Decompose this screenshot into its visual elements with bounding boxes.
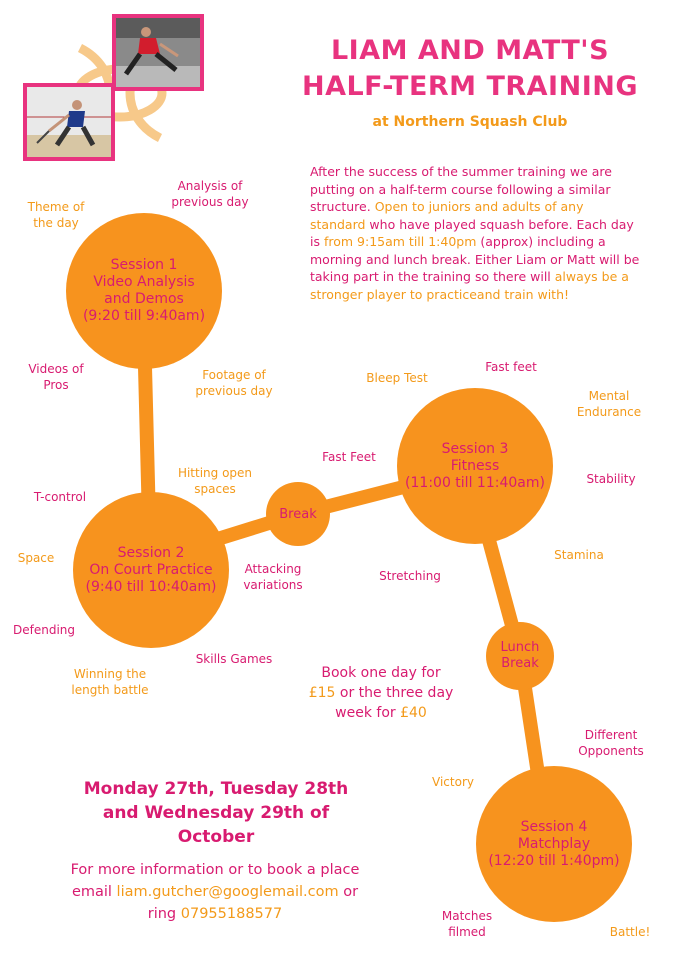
- label-footage: Footage of previous day: [195, 368, 273, 398]
- session-1-circle: [66, 213, 222, 369]
- contact-line-2: [20, 881, 410, 903]
- label-winning: Winning the length battle: [71, 667, 149, 697]
- session-1-title: Session 1: [110, 257, 178, 273]
- session-3-circle: [397, 388, 553, 544]
- session-4-topic: Matchplay: [517, 835, 591, 852]
- page-title-line1: LIAM AND MATT'S: [330, 35, 610, 66]
- intro-text-3: from 9:15am till 1:40pm: [323, 234, 477, 249]
- label-videos-pros: Videos of Pros: [28, 362, 84, 392]
- session-3-topic: Fitness: [450, 457, 500, 474]
- page-subtitle: at Northern Squash Club: [372, 114, 568, 130]
- contact-line-1: For more information or to book a place: [70, 862, 360, 878]
- pricing-line-1: Book one day for: [321, 665, 441, 681]
- phone-prefix: ring: [147, 906, 181, 922]
- price-three-day: £40: [400, 705, 427, 721]
- intro-text-1: Open to juniors and adults of any standard: [310, 199, 584, 232]
- dates-line-3: October: [177, 827, 255, 847]
- label-defending: Defending: [12, 623, 75, 637]
- label-theme: Theme of the day: [27, 200, 85, 230]
- session-2-title: Session 2: [117, 544, 185, 561]
- pricing-line-2: [296, 683, 466, 703]
- session-4-time: (12:20 till 1:40pm): [488, 852, 620, 869]
- label-skills: Skills Games: [195, 652, 273, 666]
- intro-text-4: (approx) including a morning and lunch break. Either Liam or Matt will be taking part in the training so there will: [310, 234, 640, 284]
- session-1-topic-a: Video Analysis: [93, 274, 195, 290]
- label-stability: Stability: [586, 472, 636, 486]
- label-space: Space: [17, 551, 55, 565]
- label-stamina: Stamina: [554, 548, 604, 562]
- label-battle: Battle!: [609, 925, 651, 939]
- label-different: Different Opponents: [578, 728, 644, 758]
- price-one-day: £15: [308, 685, 336, 701]
- phone-number[interactable]: 07955188577: [180, 906, 283, 922]
- page-title-line2: HALF-TERM TRAINING: [301, 71, 639, 102]
- intro-text-0: After the success of the summer training we are putting on a half-term course following a similar structure.: [310, 164, 612, 214]
- session-1-topic-b: and Demos: [104, 291, 184, 307]
- pricing-text: [296, 663, 466, 723]
- session-2-topic: On Court Practice: [89, 561, 213, 578]
- email-prefix: email: [71, 884, 117, 900]
- session-4-title: Session 4: [520, 818, 588, 835]
- intro-text-2: who have played squash before. Each day is: [310, 216, 634, 249]
- session-1-time: (9:20 till 9:40am): [82, 308, 206, 324]
- label-bleep: Bleep Test: [366, 371, 428, 385]
- label-victory: Victory: [432, 775, 474, 789]
- lunch-label-1: Lunch: [500, 640, 540, 655]
- pricing-line-3-text: week for: [335, 705, 401, 721]
- intro-text-5: always be a stronger player to practiceand train with!: [310, 269, 629, 302]
- dates-block: [46, 777, 386, 849]
- session-3-title: Session 3: [441, 440, 509, 457]
- label-tcontrol: T-control: [33, 490, 87, 504]
- dates-line-1: Monday 27th, Tuesday 28th: [83, 779, 349, 799]
- label-hitting: Hitting open spaces: [177, 466, 253, 496]
- session-4-circle: [476, 766, 632, 922]
- label-attacking: Attacking variations: [243, 562, 303, 592]
- contact-block: [20, 859, 410, 925]
- session-2-circle: [73, 492, 229, 648]
- break-circle: [266, 482, 330, 546]
- break-label: Break: [279, 506, 317, 522]
- label-fast-feet-1: Fast feet: [485, 360, 537, 374]
- label-fast-feet-2: Fast Feet: [322, 450, 376, 464]
- email-link[interactable]: liam.gutcher@googlemail.com: [116, 884, 339, 900]
- session-2-time: (9:40 till 10:40am): [85, 578, 217, 595]
- label-mental: Mental Endurance: [576, 389, 642, 419]
- pricing-line-2-text: or the three day: [335, 685, 454, 701]
- contact-line-3: [20, 903, 410, 925]
- session-3-time: (11:00 till 11:40am): [405, 474, 545, 491]
- email-suffix: or: [338, 884, 359, 900]
- pricing-line-3: [296, 703, 466, 723]
- lunch-label-2: Break: [501, 656, 539, 671]
- label-matches: Matches filmed: [441, 909, 493, 939]
- dates-line-2: and Wednesday 29th of: [102, 803, 330, 823]
- lunch-break-circle: [486, 622, 554, 690]
- label-analysis: Analysis of previous day: [171, 179, 249, 209]
- label-stretching: Stretching: [379, 569, 441, 583]
